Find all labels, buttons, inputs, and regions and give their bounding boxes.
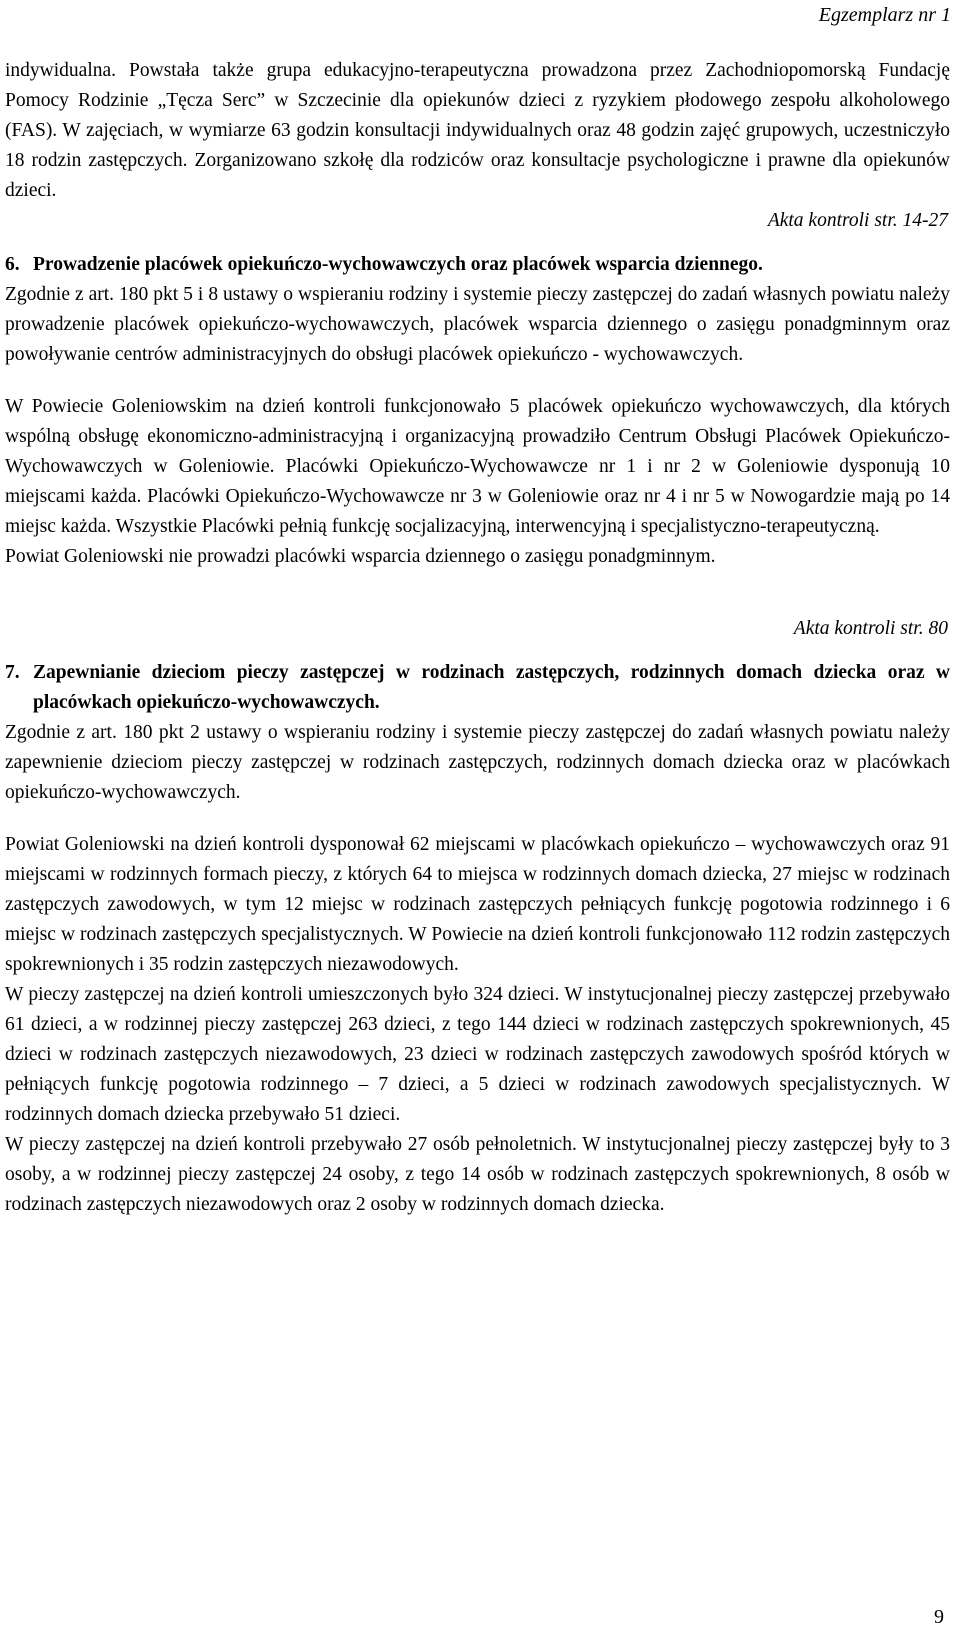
page-number: 9	[934, 1606, 944, 1628]
section-7-heading	[5, 658, 950, 718]
reference-note: Akta kontroli str. 14-27	[767, 210, 948, 231]
section-number: 6.	[5, 254, 20, 275]
section-7-paragraph: W pieczy zastępczej na dzień kontroli umieszczonych było 324 dzieci. W instytucjonalnej pieczy zastępczej przebywało 61 dzieci, a w rodzinnej pieczy zastępczej 263 dzieci, z tego 144 dzieci w rodzinach zastępczych spokrewnionych, 45 dzieci w rodzinach zastępczych niezawodowych, 23 dzieci w rodzinach zastępczych zawodowych spośród których w pełniących funkcję pogotowia rodzinnego – 7 dzieci, a 5 dzieci w rodzinach zawodowych specjalistycznych. W rodzinnych domach dziecka przebywało 51 dzieci.	[5, 984, 950, 1125]
section-6-paragraph: Zgodnie z art. 180 pkt 5 i 8 ustawy o wspieraniu rodziny i systemie pieczy zastępczej do zadań własnych powiatu należy prowadzenie placówek opiekuńczo-wychowawczych, placówek wsparcia dziennego o zasięgu ponadgminnym oraz powoływanie centrów administracyjnych do obsługi placówek opiekuńczo - wychowawczych.	[5, 284, 950, 365]
section-title: Prowadzenie placówek opiekuńczo-wychowawczych oraz placówek wsparcia dziennego.	[33, 254, 763, 275]
reference-note: Akta kontroli str. 80	[793, 618, 948, 639]
section-7-paragraph: Zgodnie z art. 180 pkt 2 ustawy o wspieraniu rodziny i systemie pieczy zastępczej do zadań własnych powiatu należy zapewnienie dzieciom pieczy zastępczej w rodzinach zastępczych, rodzinnych domach dziecka oraz w placówkach opiekuńczo-wychowawczych.	[5, 722, 950, 803]
section-7-paragraph: Powiat Goleniowski na dzień kontroli dysponował 62 miejscami w placówkach opiekuńczo – wychowawczych oraz 91 miejscami w rodzinnych formach pieczy, z których 64 to miejsca w rodzinnych domach dziecka, 27 miejsc w rodzinach zastępczych zawodowych, w tym 12 miejsc w rodzinach zastępczych pełniących funkcję pogotowia rodzinnego i 6 miejsc w rodzinach zastępczych specjalistycznych. W Powiecie na dzień kontroli funkcjonowało 112 rodzin zastępczych spokrewnionych i 35 rodzin zastępczych niezawodowych.	[5, 834, 950, 975]
section-6-heading	[5, 250, 950, 280]
section-number: 7.	[5, 662, 20, 683]
section-7-paragraph: W pieczy zastępczej na dzień kontroli przebywało 27 osób pełnoletnich. W instytucjonalnej pieczy zastępczej były to 3 osoby, a w rodzinnej pieczy zastępczej 24 osoby, z tego 14 osób w rodzinach zastępczych spokrewnionych, 8 osób w rodzinach zastępczych niezawodowych oraz 2 osoby w rodzinnych domach dziecka.	[5, 1134, 950, 1215]
section-title: Zapewnianie dzieciom pieczy zastępczej w rodzinach zastępczych, rodzinnych domach dziecka oraz w placówkach opiekuńczo-wychowawczych.	[33, 662, 950, 713]
intro-paragraph: indywidualna. Powstała także grupa edukacyjno-terapeutyczna prowadzona przez Zachodniopomorską Fundację Pomocy Rodzinie „Tęcza Serc” w Szczecinie dla opiekunów dzieci z ryzykiem płodowego zespołu alkoholowego (FAS). W zajęciach, w wymiarze 63 godzin konsultacji indywidualnych oraz 48 godzin zajęć grupowych, uczestniczyło 18 rodzin zastępczych. Zorganizowano szkołę dla rodziców oraz konsultacje psychologiczne i prawne dla opiekunów dzieci.	[5, 60, 950, 201]
section-6-paragraph: Powiat Goleniowski nie prowadzi placówki wsparcia dziennego o zasięgu ponadgminnym.	[5, 546, 716, 567]
section-6-paragraph: W Powiecie Goleniowskim na dzień kontroli funkcjonowało 5 placówek opiekuńczo wychowawczych, dla których wspólną obsługę ekonomiczno-administracyjną i organizacyjną prowadziło Centrum Obsługi Placówek Opiekuńczo-Wychowawczych w Goleniowie. Placówki Opiekuńczo-Wychowawcze nr 1 i nr 2 w Goleniowie dysponują 10 miejscami każda. Placówki Opiekuńczo-Wychowawcze nr 3 w Goleniowie oraz nr 4 i nr 5 w Nowogardzie mają po 14 miejsc każda. Wszystkie Placówki pełnią funkcję socjalizacyjną, interwencyjną i specjalistyczno-terapeutyczną.	[5, 396, 950, 537]
copy-number-header: Egzemplarz nr 1	[818, 4, 951, 26]
document-body	[5, 56, 950, 1220]
